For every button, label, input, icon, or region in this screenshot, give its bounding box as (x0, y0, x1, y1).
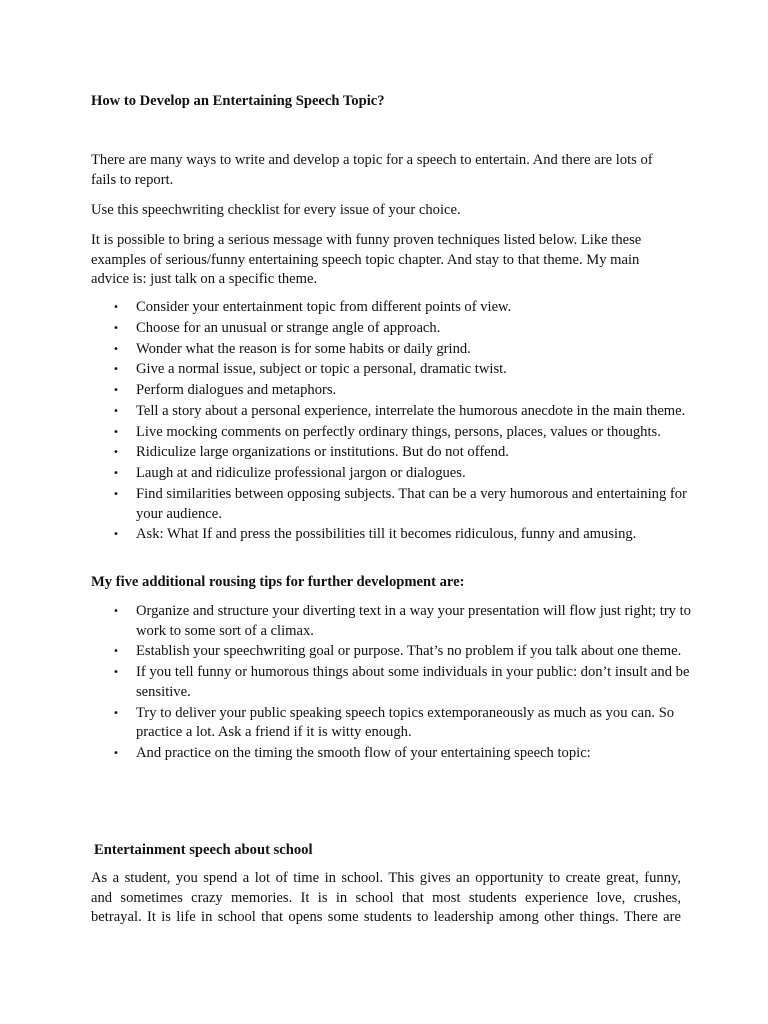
tip-item (91, 663, 691, 702)
checklist-item (91, 464, 691, 484)
checklist-item (91, 423, 691, 443)
section-paragraph-line: As a student, you spend a lot of time in school. This gives an opportunity to create great, funny, (91, 870, 681, 886)
checklist-item (91, 319, 691, 339)
bullet-icon: • (113, 364, 119, 376)
checklist-item (91, 381, 691, 401)
bullet-icon: • (113, 646, 119, 658)
tip-item-text: Establish your speechwriting goal or purpose. That’s no problem if you talk about one theme. (136, 643, 682, 660)
tip-item (91, 744, 691, 764)
tip-item (91, 642, 691, 662)
checklist-item-text: Perform dialogues and metaphors. (136, 382, 337, 399)
checklist-item (91, 402, 691, 422)
section-paragraph-line: betrayal. It is life in school that opens some students to leadership among other things. There are (91, 909, 681, 926)
checklist-item-text: Choose for an unusual or strange angle of approach. (136, 319, 441, 336)
checklist (91, 298, 691, 546)
bullet-icon: • (113, 489, 119, 501)
checklist-item-text: Laugh at and ridiculize professional jargon or dialogues. (136, 465, 466, 482)
checklist-item-text: Live mocking comments on perfectly ordinary things, persons, places, values or thoughts. (136, 423, 661, 440)
bullet-icon: • (113, 343, 119, 355)
tip-item-text: If you tell funny or humorous things about some individuals in your public: don’t insult and be sensitive. (136, 664, 690, 700)
bullet-icon: • (113, 747, 119, 759)
checklist-item (91, 443, 691, 463)
checklist-item-text: Give a normal issue, subject or topic a personal, dramatic twist. (136, 361, 507, 378)
bullet-icon: • (113, 426, 119, 438)
bullet-icon: • (113, 385, 119, 397)
checklist-item-text: Ask: What If and press the possibilities till it becomes ridiculous, funny and amusing. (136, 526, 637, 543)
intro-paragraph-3: It is possible to bring a serious message with funny proven techniques listed below. Like these examples of serious/funny entertaining speech topic chapter. And stay to that theme. My main advice is: just talk on a specific theme. (91, 232, 642, 288)
bullet-icon: • (113, 322, 119, 334)
checklist-item-text: Ridiculize large organizations or institutions. But do not offend. (136, 444, 509, 461)
intro-paragraph-1: There are many ways to write and develop a topic for a speech to entertain. And there are lots of fails to report. (91, 152, 653, 188)
tip-item (91, 602, 691, 641)
checklist-item (91, 340, 691, 360)
tip-item-text: Organize and structure your diverting text in a way your presentation will flow just right; try to work to some sort of a climax. (136, 603, 691, 639)
checklist-item (91, 360, 691, 380)
bullet-icon: • (113, 468, 119, 480)
bullet-icon: • (113, 606, 119, 617)
checklist-item-text: Wonder what the reason is for some habits or daily grind. (136, 340, 471, 357)
checklist-item (91, 525, 691, 545)
checklist-item-text: Consider your entertainment topic from different points of view. (136, 299, 512, 315)
tips-heading: My five additional rousing tips for further development are: (91, 574, 465, 590)
bullet-icon: • (113, 447, 119, 459)
tip-item-text: And practice on the timing the smooth flow of your entertaining speech topic: (136, 744, 591, 761)
checklist-item (91, 485, 691, 524)
checklist-item (91, 298, 691, 318)
tip-item-text: Try to deliver your public speaking speech topics extemporaneously as much as you can. So practice a lot. Ask a friend if it is witty enough. (136, 704, 675, 741)
section-paragraph (91, 869, 681, 928)
section-paragraph-line: and sometimes crazy memories. It is in school that most students experience love, crushes, (91, 889, 681, 906)
document-title: How to Develop an Entertaining Speech Topic? (91, 93, 385, 109)
bullet-icon: • (113, 405, 119, 417)
checklist-item-text: Find similarities between opposing subjects. That can be a very humorous and entertaining for your audience. (136, 486, 687, 522)
bullet-icon: • (113, 707, 119, 719)
section-heading: Entertainment speech about school (94, 842, 313, 858)
bullet-icon: • (113, 529, 119, 541)
tips-list (91, 602, 691, 765)
tip-item (91, 704, 691, 743)
bullet-icon: • (113, 667, 119, 679)
intro-paragraph-2: Use this speechwriting checklist for every issue of your choice. (91, 202, 461, 218)
checklist-item-text: Tell a story about a personal experience, interrelate the humorous anecdote in the main theme. (136, 402, 686, 419)
bullet-icon: • (113, 302, 119, 313)
